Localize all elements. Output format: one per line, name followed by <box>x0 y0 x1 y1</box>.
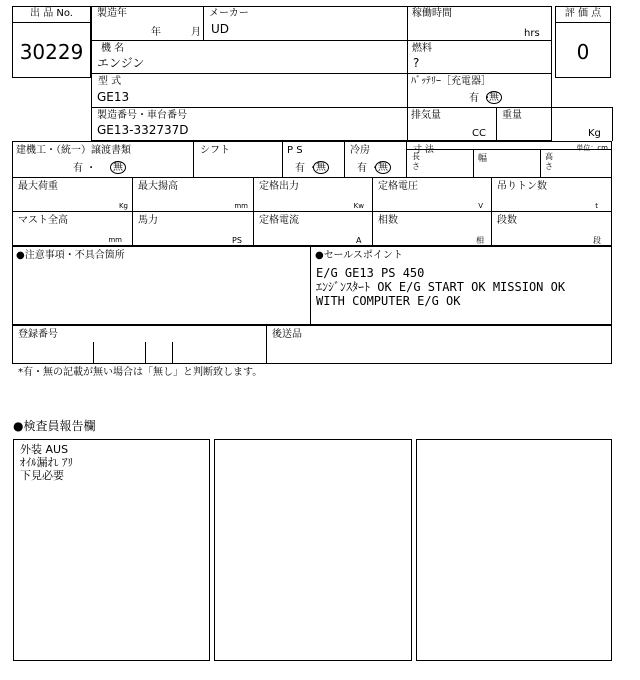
type-label: 型 式 <box>98 76 122 87</box>
grid-line <box>93 342 94 364</box>
year-label: 製造年 <box>97 8 127 19</box>
maker-value: UD <box>211 22 230 36</box>
transfer-no-circle: 無 <box>110 161 126 174</box>
score-value: 0 <box>576 40 590 64</box>
ac-no-circle: 無 <box>375 161 391 174</box>
rated-current-label: 定格電流 <box>259 215 299 226</box>
grid-line <box>282 141 283 177</box>
caution-label: ●注意事項・不具合箇所 <box>16 250 125 261</box>
lot-header-divider <box>12 22 91 23</box>
ps-label: P S <box>287 145 303 156</box>
mast-height-label: マスト全高 <box>18 215 68 226</box>
width-label: 幅 <box>478 154 488 164</box>
grid-line <box>473 149 474 177</box>
sales-line-2: ｴﾝｼﾞﾝｽﾀｰﾄ OK E/G START OK MISSION OK <box>316 280 566 294</box>
ps-no-circle: 無 <box>313 161 329 174</box>
model-value: エンジン <box>97 56 145 70</box>
inspector-box-2 <box>214 439 412 661</box>
ac-label: 冷房 <box>350 145 370 156</box>
battery-no <box>486 91 502 104</box>
hours-unit: hrs <box>524 28 540 39</box>
grid-line <box>406 141 407 177</box>
dimensions-unit-note: 単位：cm <box>576 144 608 152</box>
grid-line <box>172 342 173 364</box>
grid-line <box>407 6 408 141</box>
horsepower-label: 馬力 <box>138 215 158 226</box>
lot-number-label: 出 品 No. <box>30 8 73 19</box>
grid-line <box>552 107 612 108</box>
footnote: *有・無の記載が無い場合は「無し」と判断致します。 <box>18 367 263 378</box>
model-label: 機 名 <box>101 43 125 54</box>
shift-label: シフト <box>200 145 230 156</box>
displacement-unit: CC <box>472 128 486 139</box>
inspector-note-1: 外装 AUS <box>20 443 69 456</box>
sales-point-label: ●セールスポイント <box>315 250 403 261</box>
ps-no <box>313 161 329 174</box>
inspector-section-label: ●検査員報告欄 <box>13 419 96 433</box>
horsepower-unit: PS <box>232 236 242 245</box>
mast-height-unit: mm <box>108 236 122 244</box>
grid-line <box>344 141 345 177</box>
grid-line <box>266 325 267 364</box>
battery-label: ﾊﾞｯﾃﾘｰ［充電器］ <box>411 76 491 87</box>
registration-section <box>12 325 612 364</box>
year-unit: 年 <box>151 27 161 38</box>
ac-yes: 有 ・ <box>357 163 381 174</box>
max-lift-label: 最大揚高 <box>138 181 178 192</box>
grid-line <box>496 107 497 141</box>
phase-count-unit: 相 <box>476 236 484 245</box>
transfer-docs-yes: 有 ・ <box>73 163 97 174</box>
rated-current-unit: A <box>356 236 362 245</box>
stages-label: 段数 <box>497 215 517 226</box>
height-label: 高 さ <box>545 152 553 171</box>
stages-unit: 段 <box>593 236 601 245</box>
grid-line <box>310 246 311 325</box>
hours-label: 稼働時間 <box>412 8 452 19</box>
specs-grid <box>12 141 612 246</box>
weight-unit: Kg <box>588 128 601 139</box>
serial-label: 製造番号・車台番号 <box>97 110 187 121</box>
transfer-docs-no <box>110 161 126 174</box>
ship-later-label: 後送品 <box>272 329 302 340</box>
grid-line <box>91 107 552 108</box>
max-load-label: 最大荷重 <box>18 181 58 192</box>
grid-line <box>12 211 612 212</box>
month-unit: 月 <box>191 27 201 38</box>
grid-line <box>203 6 204 40</box>
transfer-docs-label: 建機工・（統一）譲渡書類 <box>16 145 131 156</box>
fuel-value: ? <box>413 56 420 70</box>
lot-number-value: 30229 <box>19 40 84 64</box>
battery-no-circle: 無 <box>486 91 502 104</box>
grid-line <box>372 177 373 246</box>
grid-line <box>491 177 492 246</box>
battery-yes: 有 ・ <box>469 93 493 104</box>
max-lift-unit: mm <box>234 202 248 210</box>
grid-line <box>612 107 613 141</box>
inspector-note-2: ｵｲﾙ漏れ ｱﾘ <box>20 456 73 469</box>
type-value: GE13 <box>97 90 130 104</box>
score-label: 評 価 点 <box>564 8 602 19</box>
serial-value: GE13-332737D <box>97 123 189 137</box>
rated-voltage-label: 定格電圧 <box>378 181 418 192</box>
dimensions-label: 寸 法 <box>413 145 434 155</box>
weight-label: 重量 <box>502 110 522 121</box>
grid-line <box>540 149 541 177</box>
fuel-label: 燃料 <box>412 43 432 54</box>
ac-no <box>375 161 391 174</box>
grid-line <box>132 177 133 246</box>
sales-line-1: E/G GE13 PS 450 <box>316 266 425 280</box>
length-label: 長 さ <box>412 152 420 171</box>
grid-line <box>193 141 194 177</box>
inspector-box-3 <box>416 439 612 661</box>
ps-yes: 有 ・ <box>295 163 319 174</box>
grid-line <box>91 40 552 41</box>
score-header-divider <box>555 22 611 23</box>
rated-output-label: 定格出力 <box>259 181 299 192</box>
grid-line <box>253 177 254 246</box>
max-load-unit: Kg <box>118 202 128 210</box>
rated-voltage-unit: V <box>478 202 483 210</box>
inspector-note-3: 下見必要 <box>20 469 64 482</box>
grid-line <box>145 342 146 364</box>
rated-output-unit: Kw <box>353 202 364 210</box>
displacement-label: 排気量 <box>411 110 441 121</box>
hoist-tonnage-label: 吊りトン数 <box>497 181 547 192</box>
phase-count-label: 相数 <box>378 215 398 226</box>
grid-line <box>12 177 612 178</box>
maker-label: メーカー <box>209 8 249 19</box>
grid-line <box>91 73 552 74</box>
sales-line-3: WITH COMPUTER E/G OK <box>316 294 461 308</box>
hoist-tonnage-unit: t <box>595 202 598 210</box>
registration-number-label: 登録番号 <box>18 329 58 340</box>
